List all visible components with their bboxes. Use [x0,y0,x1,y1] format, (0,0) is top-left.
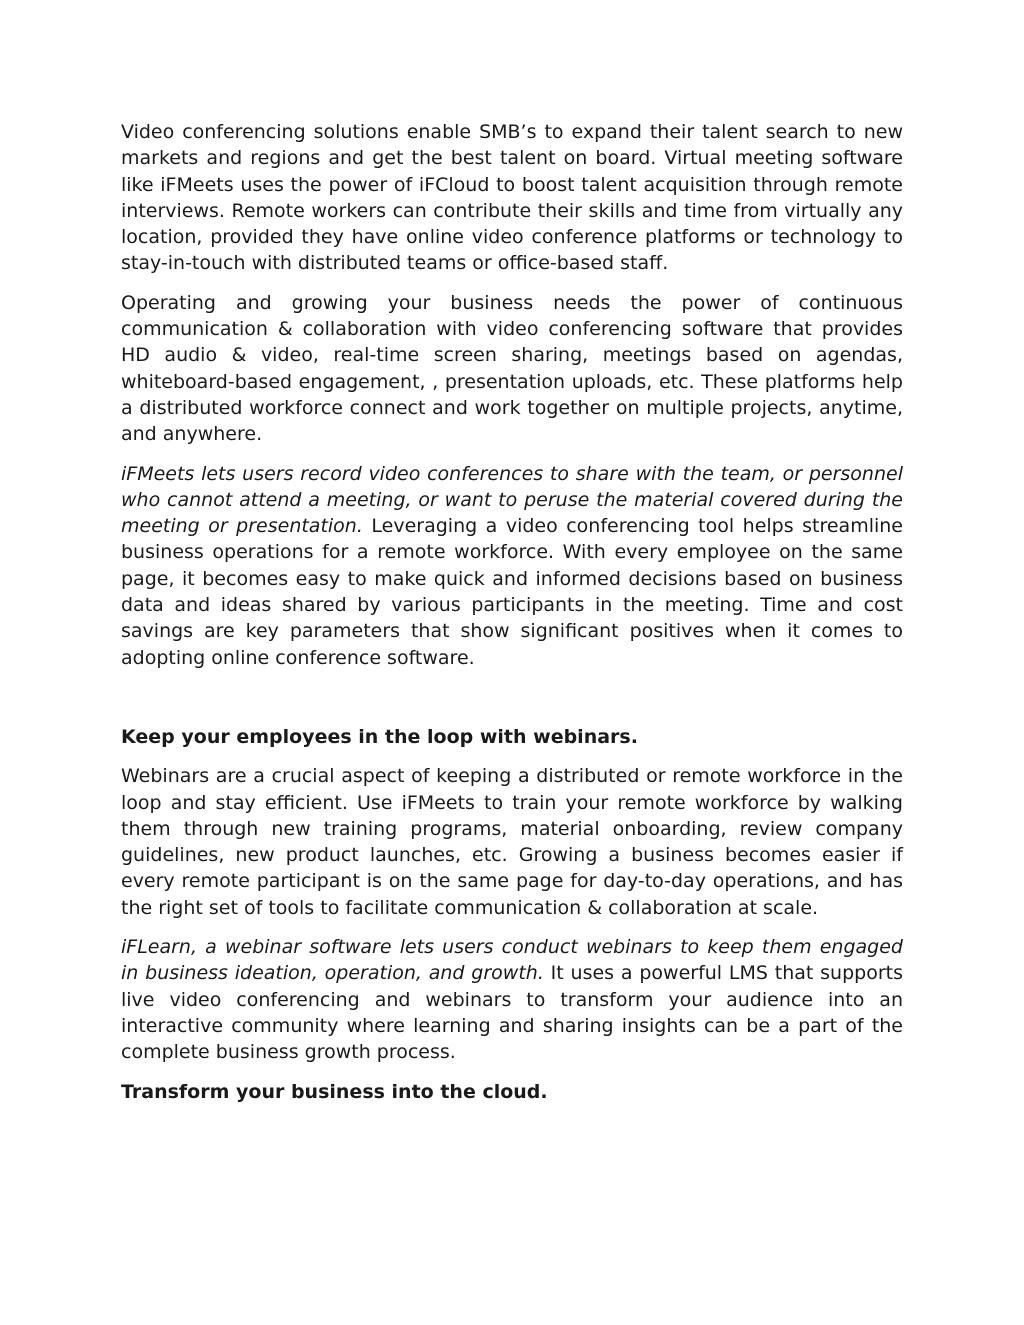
section-heading-webinars: Keep your employees in the loop with webinars. [121,725,638,748]
paragraph-talent-search: Video conferencing solutions enable SMB’s to expand their talent search to new markets and regions and get the best talent on board. Virtual meeting software like iFMeets uses the power of iFCloud to boost talent acquisition through remote interviews. Remote workers can contribute their skills and time from virtually any location, provided they have online video conference platforms or technology to stay-in-touch with distributed teams or office-based staff. [121,121,903,275]
paragraph-record-conferences [121,461,903,671]
italic-lead-text: iFMeets lets users record video conferences to share with the team, or personnel who cannot attend a meeting, or want to peruse the material covered during the meeting or presentation. [121,462,903,538]
section-heading-cloud: Transform your business into the cloud. [121,1080,548,1103]
paragraph-iflearn [121,934,903,1065]
paragraph-webinars: Webinars are a crucial aspect of keeping a distributed or remote workforce in the loop and stay efficient. Use iFMeets to train your remote workforce by walking them through new training programs, material onboarding, review company guidelines, new product launches, etc. Growing a business becomes easier if every remote participant is on the same page for day-to-day operations, and has the right set of tools to facilitate communication & collaboration at scale. [121,765,903,919]
paragraph-body-text: It uses a powerful LMS that supports live video conferencing and webinars to transform your audience into an interactive community where learning and sharing insights can be a part of the complete business growth process. [121,962,903,1064]
paragraph-body-text: Leveraging a video conferencing tool helps streamline business operations for a remote workforce. With every employee on the same page, it becomes easy to make quick and informed decisions based on business data and ideas shared by various participants in the meeting. Time and cost savings are key parameters that show significant positives when it comes to adopting online conference software. [121,515,904,669]
document-page [121,119,903,1118]
paragraph-continuous-communication: Operating and growing your business needs the power of continuous communication & collaboration with video conferencing software that provides HD audio & video, real-time screen sharing, meetings based on agendas, whiteboard-based engagement, , presentation uploads, etc. These platforms help a distributed workforce connect and work together on multiple projects, anytime, and anywhere. [121,291,903,446]
spacer [121,684,903,724]
italic-lead-text: iFLearn, a webinar software lets users conduct webinars to keep them engaged in business ideation, operation, and growth. [121,936,903,985]
